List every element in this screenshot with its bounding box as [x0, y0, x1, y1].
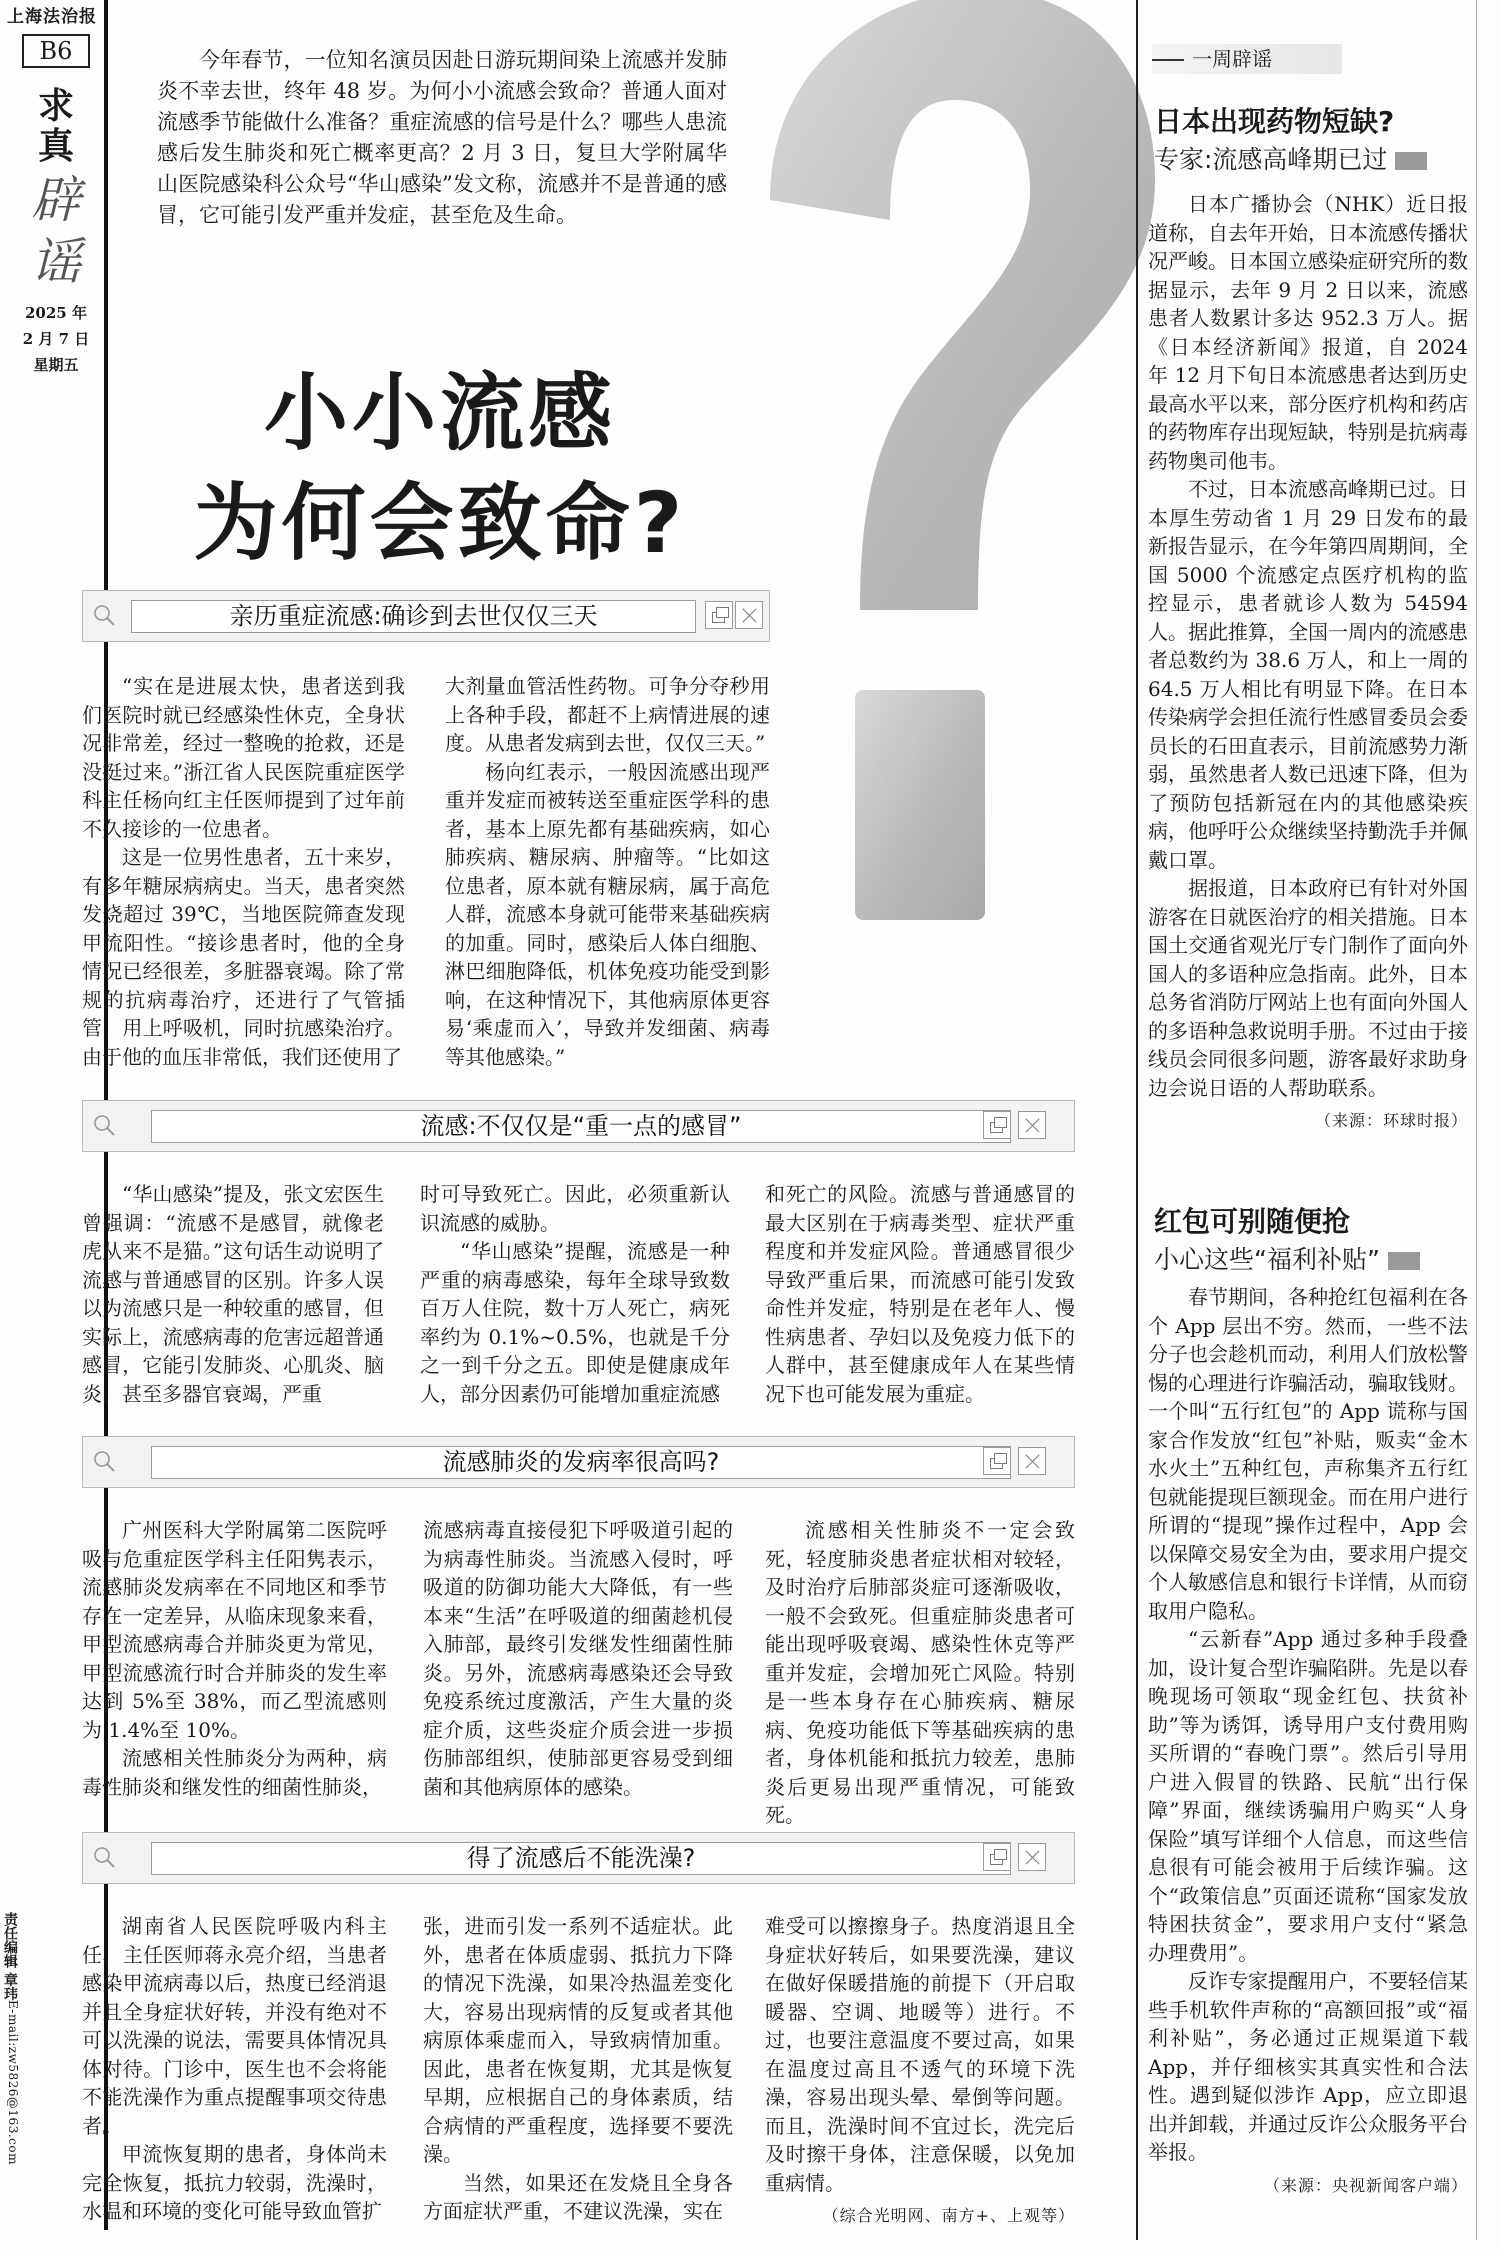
paragraph: “实在是进展太快，患者送到我们医院时就已经感染性休克，全身状况非常差，经过一整晚的抢救，还是没挺过来。”浙江省人民医院重症医学科主任杨向红主任医师提到了过年前不久接诊的一位患者。	[82, 674, 405, 841]
section-bar-3	[82, 1436, 1075, 1488]
section-name-char: 真	[37, 125, 74, 167]
section-title-4: 得了流感后不能洗澡?	[151, 1842, 1011, 1875]
window-restore-icon	[705, 601, 733, 629]
paragraph: 据报道，日本政府已有针对外国游客在日就医治疗的相关措施。日本国土交通省观光厅专门制作了面向外国人的多语种应急指南。此外，日本总务省消防厅网站上也有面向外国人的多语种急救说明手册。不过由于接线员会同很多问题，游客最好求助身边会说日语的人帮助联系。	[1148, 876, 1468, 1100]
section-1-col-1	[82, 672, 405, 1071]
section-title-2: 流感:不仅仅是“重一点的感冒”	[151, 1110, 1011, 1143]
page-number: B6	[22, 34, 90, 68]
sidebar-tag	[1152, 44, 1342, 74]
source-credit: （来源：环球时报）	[1314, 1111, 1468, 1130]
paragraph: 流感相关性肺炎不一定会致死，轻度肺炎患者症状相对较轻，及时治疗后肺部炎症可逐渐吸收，一般不会致死。但重症肺炎患者可能出现呼吸衰竭、感染性休克等严重并发症，会增加死亡风险。特别是一些本身存在心肺疾病、糖尿病、免疫功能低下等基础疾病的患者，身体机能和抵抗力较差，患肺炎后更易出现严重情况，可能致死。	[765, 1518, 1075, 1827]
close-icon	[1018, 1843, 1046, 1871]
section-name-char: 辟	[31, 171, 81, 229]
paragraph: 大剂量血管活性药物。可争分夺秒用上各种手段，都赶不上病情进展的速度。从患者发病到去世，仅仅三天。”	[445, 674, 770, 755]
story-2-subtitle	[1154, 1240, 1474, 1276]
paragraph: 张，进而引发一系列不适症状。此外，患者在体质虚弱、抵抗力下降的情况下洗澡，如果冷热温差变化大，容易出现病情的反复或者其他病原体乘虚而入，导致病情加重。因此，患者在恢复期，尤其是恢复早期，应根据自己的身体素质，结合病情的严重程度，选择要不要洗澡。	[423, 1914, 733, 2166]
search-icon	[93, 1846, 115, 1868]
decor-block	[1388, 1252, 1420, 1270]
story-2-subtitle-text: 小心这些“福利补贴”	[1154, 1245, 1380, 1274]
story-1-title: 日本出现药物短缺?	[1154, 105, 1395, 138]
story-1-subtitle	[1154, 140, 1474, 176]
section-4-col-2	[423, 1912, 733, 2226]
question-mark-graphic	[750, 0, 1160, 1000]
story-2-title: 红包可别随便抢	[1154, 1205, 1351, 1238]
section-1-col-2	[445, 672, 770, 1071]
close-icon	[1018, 1447, 1046, 1475]
search-icon	[93, 1450, 115, 1472]
source-credit: （来源：央视新闻客户端）	[1263, 2175, 1468, 2195]
source-credit: （综合光明网、南方+、上观等）	[822, 2206, 1075, 2225]
paragraph: 当然，如果还在发烧且全身各方面症状严重，不建议洗澡，实在	[423, 2170, 733, 2223]
paragraph: 甲流恢复期的患者，身体尚未完全恢复，抵抗力较弱，洗澡时，水温和环境的变化可能导致血管扩	[82, 2142, 387, 2223]
issue-year: 2025 年	[25, 304, 87, 322]
close-icon	[1018, 1111, 1046, 1139]
editor-email: E-mail:zw5826@163.com	[6, 2000, 20, 2165]
paragraph: 时可导致死亡。因此，必须重新认识流感的威胁。	[420, 1182, 730, 1235]
tag-rule	[1152, 59, 1184, 61]
section-title-1: 亲历重症流感:确诊到去世仅仅三天	[131, 600, 696, 633]
paragraph: 湖南省人民医院呼吸内科主任、主任医师蒋永亮介绍，当患者感染甲流病毒以后，热度已经消退并且全身症状好转，并没有绝对不可以洗澡的说法，需要具体情况具体对待。门诊中，医生也不会将能不能洗澡作为重点提醒事项交待患者。	[82, 1914, 387, 2138]
section-2-col-2	[420, 1180, 730, 1408]
search-icon	[93, 604, 115, 626]
window-restore-icon	[983, 1843, 1011, 1871]
window-restore-icon	[983, 1111, 1011, 1139]
section-bar-4	[82, 1832, 1075, 1884]
issue-date: 2 月 7 日	[22, 330, 90, 348]
sidebar-tag-label: 一周辟谣	[1192, 47, 1272, 71]
section-bar-2	[82, 1100, 1075, 1152]
paragraph: 难受可以擦擦身子。热度消退且全身症状好转后，如果要洗澡，建议在做好保暖措施的前提下（开启取暖器、空调、地暖等）进行。不过，也要注意温度不要过高，如果在温度过高且不透气的环境下洗澡，容易出现头晕、晕倒等问题。而且，洗澡时间不宜过长，洗完后及时擦干身体，注意保暖，以免加重病情。	[765, 1914, 1075, 2195]
headline-line-1: 小小流感	[263, 364, 616, 462]
story-2-body	[1148, 1283, 1468, 2196]
story-1-subtitle-text: 专家:流感高峰期已过	[1154, 145, 1388, 174]
headline-line-2: 为何会致命?	[193, 474, 687, 572]
section-4-col-3	[765, 1912, 1075, 2226]
section-4-col-1	[82, 1912, 387, 2226]
section-3-col-2	[423, 1516, 733, 1801]
section-3-col-3	[765, 1516, 1075, 1830]
section-name-char: 求	[37, 85, 74, 127]
paragraph: 流感病毒直接侵犯下呼吸道引起的为病毒性肺炎。当流感入侵时，呼吸道的防御功能大大降低，有一些本来“生活”在呼吸道的细菌趁机侵入肺部，最终引发继发性细菌性肺炎。另外，流感病毒感染还会导致免疫系统过度激活，产生大量的炎症介质，这些炎症介质会进一步损伤肺部组织，使肺部更容易受到细菌和其他病原体的感染。	[423, 1518, 733, 1799]
paragraph: “云新春”App 通过多种手段叠加，设计复合型诈骗陷阱。先是以春晚现场可领取“现金红包、扶贫补助”等为诱饵，诱导用户支付费用购买所谓的“春晚门票”。然后引导用户进入假冒的铁路、民航“出行保障”界面，继续诱骗用户购买“人身保险”填写详细个人信息，而这些信息很有可能会被用于后续诈骗。这个“政策信息”页面还谎称“国家发放特困扶贫金”，要求用户支付“紧急办理费用”。	[1148, 1627, 1468, 1965]
headline	[160, 358, 720, 578]
issue-weekday: 星期五	[33, 356, 79, 374]
paragraph: 反诈专家提醒用户，不要轻信某些手机软件声称的“高额回报”或“福利补贴”，务必通过正规渠道下载 App，并仔细核实其真实性和合法性。遇到疑似涉诈 App，应立即退出并卸载，并通过反诈公众服务平台举报。	[1148, 1969, 1468, 2164]
paragraph: 不过，日本流感高峰期已过。日本厚生劳动省 1 月 29 日发布的最新报告显示，在今年第四周期间，全国 5000 个流感定点医疗机构的监控显示，患者就诊人数为 54594 人。据此推算，全国一周内的流感患者总数约为 38.6 万人，和上一周的 64.5 万人相比有明显下降。在日本传染病学会担任流行性感冒委员会委员长的石田直表示，目前流感势力渐弱，虽然患者人数已迅速下降，但为了预防包括新冠在内的其他感染疾病，他呼吁公众继续坚持勤洗手并佩戴口罩。	[1148, 477, 1468, 872]
section-3-col-1	[82, 1516, 387, 1801]
section-2-col-1	[82, 1180, 384, 1408]
section-bar-1	[82, 590, 770, 642]
paragraph: 这是一位男性患者，五十来岁，有多年糖尿病病史。当天，患者突然发烧超过 39℃，当地医院筛查发现甲流阳性。“接诊患者时，他的全身情况已经很差，多脏器衰竭。除了常规的抗病毒治疗，还进行了气管插管，用上呼吸机，同时抗感染治疗。由于他的血压非常低，我们还使用了	[82, 845, 405, 1069]
paragraph: 春节期间，各种抢红包福利在各个 App 层出不穷。然而，一些不法分子也会趁机而动，利用人们放松警惕的心理进行诈骗活动，骗取钱财。一个叫“五行红包”的 App 谎称与国家合作发放“红包”补贴，贩卖“金木水火土”五种红包，声称集齐五行红包就能提现巨额现金。而在用户进行所谓的“提现”操作过程中，App 会以保障交易安全为由，要求用户提交个人敏感信息和银行卡详情，从而窃取用户隐私。	[1148, 1285, 1468, 1623]
decor-block	[1395, 152, 1427, 170]
paragraph: “华山感染”提醒，流感是一种严重的病毒感染，每年全球导致数百万人住院，数十万人死亡，病死率约为 0.1%~0.5%，也就是千分之一到千分之五。即使是健康成年人，部分因素仍可能增加重症流感	[420, 1239, 730, 1406]
paragraph: 广州医科大学附属第二医院呼吸与危重症医学科主任阳隽表示，流感肺炎发病率在不同地区和季节存在一定差异，从临床现象来看，甲型流感病毒合并肺炎更为常见，甲型流感流行时合并肺炎的发生率达到 5%至 38%，而乙型流感则为 1.4%至 10%。	[82, 1518, 387, 1742]
section-2-col-3	[765, 1180, 1075, 1408]
paragraph: “华山感染”提及，张文宏医生曾强调：“流感不是感冒，就像老虎从来不是猫。”这句话生动说明了流感与普通感冒的区别。许多人误以为流感只是一种较重的感冒，但实际上，流感病毒的危害远超普通感冒，它能引发肺炎、心肌炎、脑炎，甚至多器官衰竭，严重	[82, 1182, 384, 1406]
section-name-char: 谣	[31, 233, 81, 291]
editor-credit: 责任编辑 章玮	[2, 1912, 18, 2001]
intro-paragraph: 今年春节，一位知名演员因赴日游玩期间染上流感并发肺炎不幸去世，终年 48 岁。为何小小流感会致命？普通人面对流感季节能做什么准备？重症流感的信号是什么？哪些人患流感后发生肺炎和死亡概率更高？2 月 3 日，复旦大学附属华山医院感染科公众号“华山感染”发文称，流感并不是普通的感冒，它可能引发严重并发症，甚至危及生命。	[157, 48, 727, 227]
paragraph: 日本广播协会（NHK）近日报道称，自去年开始，日本流感传播状况严峻。日本国立感染症研究所的数据显示，去年 9 月 2 日以来，流感患者人数累计多达 952.3 万人。据《日本经济新闻》报道，自 2024 年 12 月下旬日本流感患者达到历史最高水平以来，部分医疗机构和药店的药物库存出现短缺，特别是抗病毒药物奥司他韦。	[1148, 192, 1468, 473]
masthead-logo: 上海法治报	[7, 7, 97, 27]
paragraph: 和死亡的风险。流感与普通感冒的最大区别在于病毒类型、症状严重程度和并发症风险。普通感冒很少导致严重后果，而流感可能引发致命性并发症，特别是在老年人、慢性病患者、孕妇以及免疫力低下的人群中，甚至健康成年人在某些情况下也可能发展为重症。	[765, 1182, 1075, 1406]
close-icon	[735, 601, 763, 629]
search-icon	[93, 1114, 115, 1136]
window-restore-icon	[983, 1447, 1011, 1475]
sidebar-rule-outer	[1476, 0, 1477, 2240]
paragraph: 流感相关性肺炎分为两种，病毒性肺炎和继发性的细菌性肺炎，	[82, 1746, 387, 1799]
sidebar-rule	[1136, 0, 1138, 2240]
section-title-3: 流感肺炎的发病率很高吗?	[151, 1446, 1011, 1479]
paragraph: 杨向红表示，一般因流感出现严重并发症而被转送至重症医学科的患者，基本上原先都有基础疾病，如心肺疾病、糖尿病、肿瘤等。“比如这位患者，原本就有糖尿病，属于高危人群，流感本身就可能带来基础疾病的加重。同时，感染后人体白细胞、淋巴细胞降低，机体免疫功能受到影响，在这种情况下，其他病原体更容易‘乘虚而入’，导致并发细菌、病毒等其他感染。”	[445, 759, 770, 1069]
story-1-body	[1148, 190, 1468, 1131]
